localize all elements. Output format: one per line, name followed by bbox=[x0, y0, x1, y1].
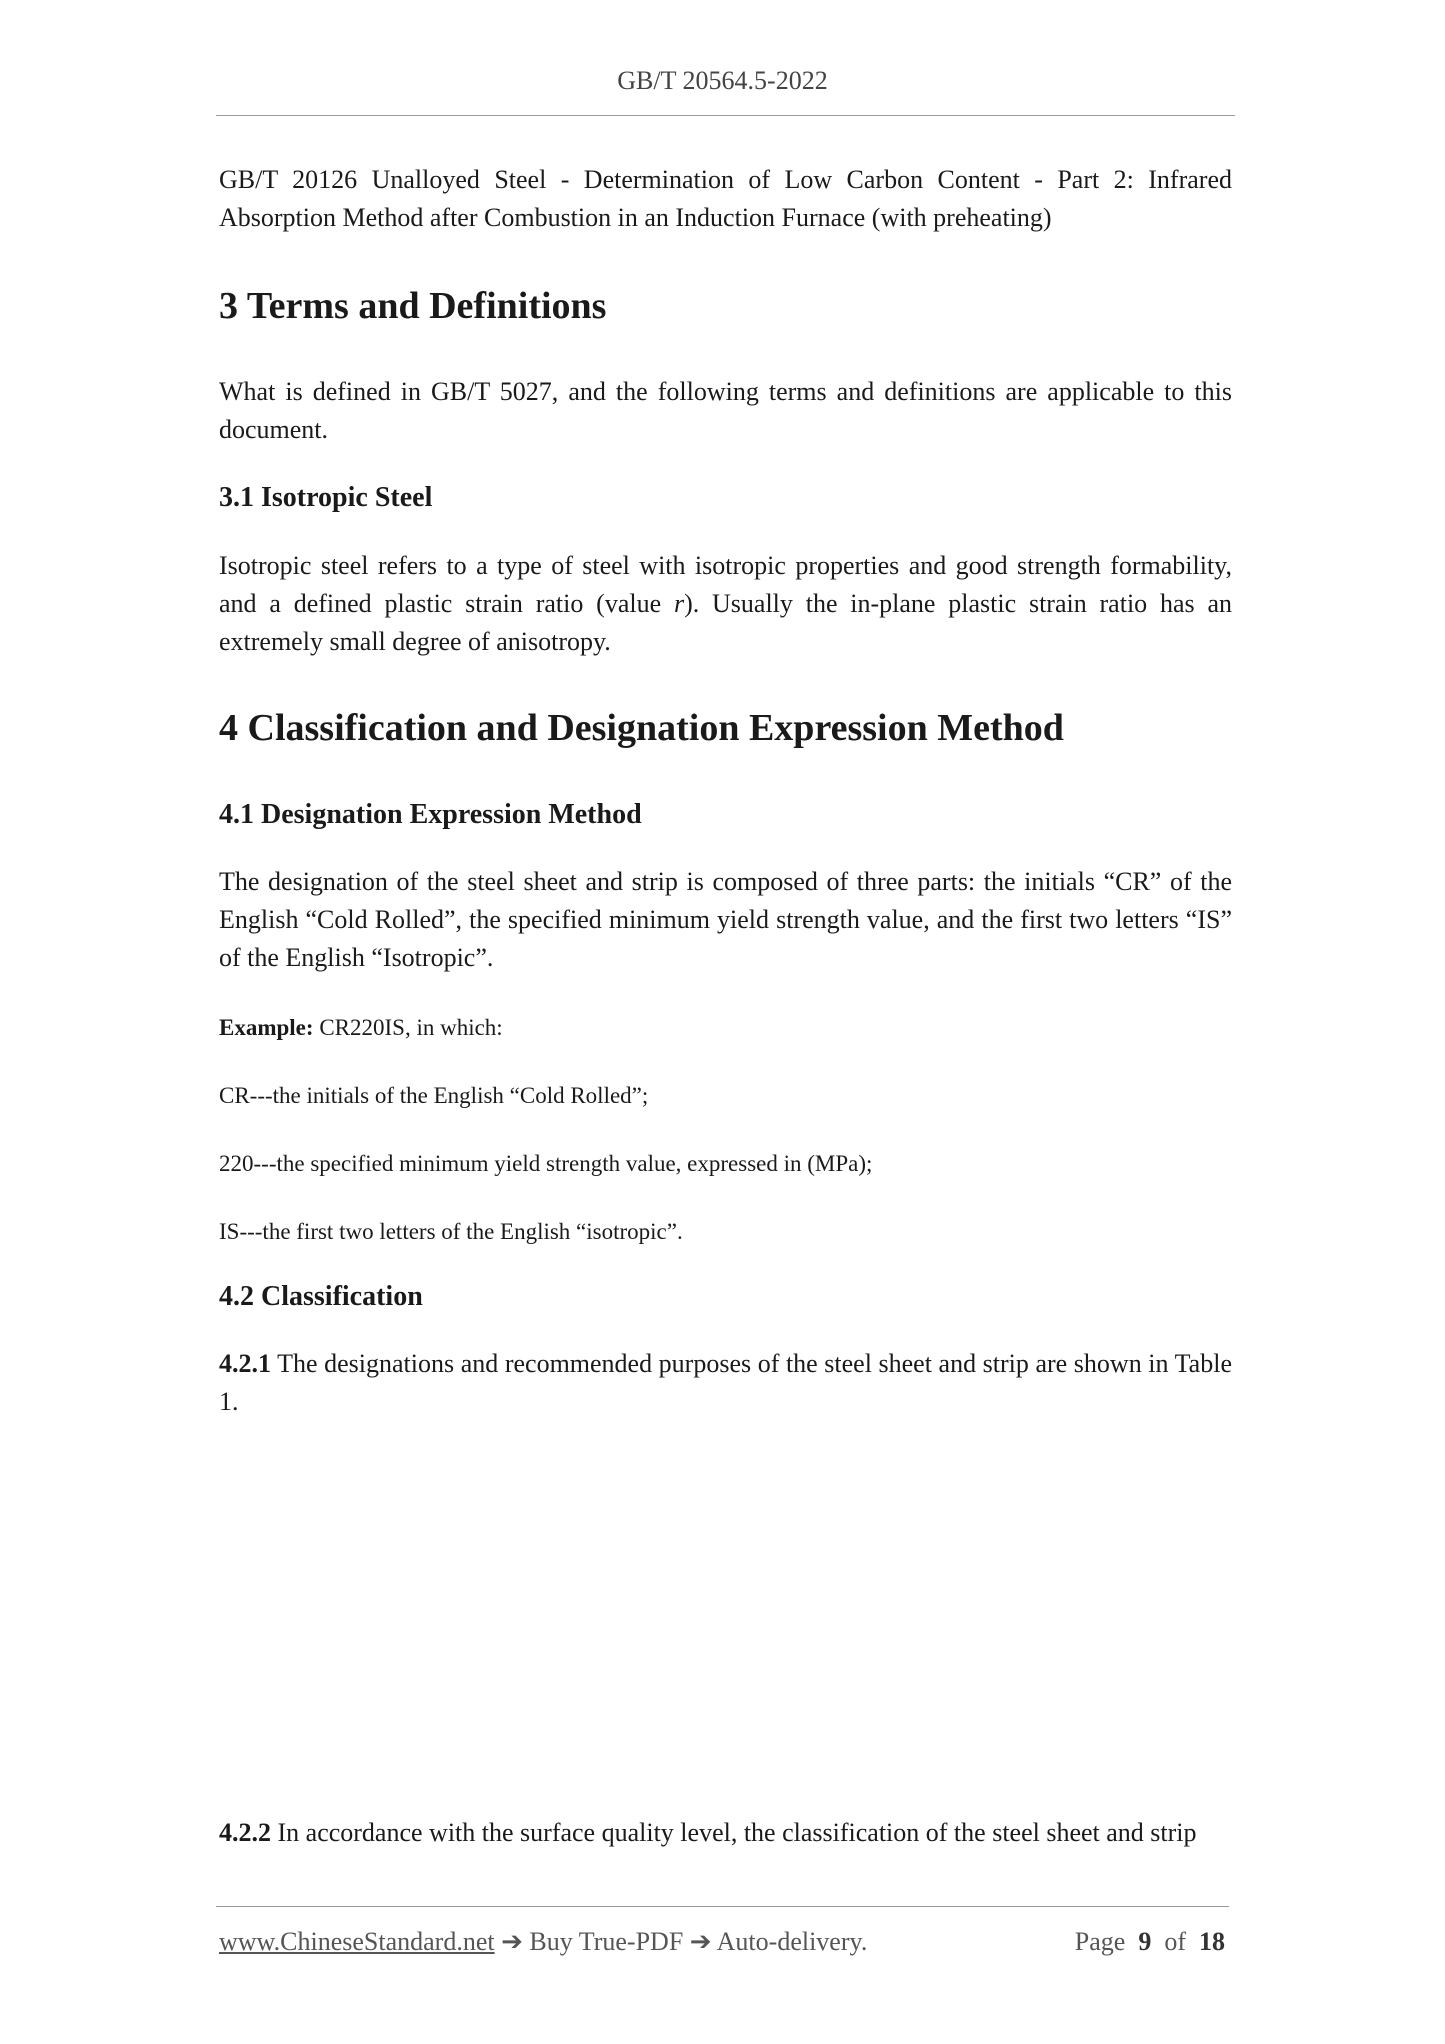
chinesestandard-link[interactable]: www.ChineseStandard.net bbox=[219, 1927, 495, 1956]
page-label: Page bbox=[1074, 1927, 1126, 1956]
section-4-2-title: 4.2 Classification bbox=[219, 1281, 423, 1312]
section-4-1-paragraph bbox=[219, 863, 1232, 977]
page-number bbox=[1075, 1924, 1225, 1960]
clause-4-2-1-number: 4.2.1 bbox=[219, 1349, 271, 1378]
example-line bbox=[219, 1012, 1232, 1044]
section-4-heading bbox=[219, 705, 1232, 751]
example-label: Example: bbox=[219, 1015, 314, 1040]
running-header: GB/T 20564.5-2022 bbox=[617, 66, 828, 95]
of-label: of bbox=[1164, 1927, 1186, 1956]
auto-delivery-text: Auto-delivery. bbox=[711, 1927, 868, 1956]
example-cr: CR---the initials of the English “Cold Rolled”; bbox=[219, 1083, 649, 1108]
example-is: IS---the first two letters of the English “isotropic”. bbox=[219, 1219, 683, 1244]
header-divider bbox=[216, 115, 1235, 116]
example-cr-line bbox=[219, 1080, 1232, 1112]
isotropic-steel-definition bbox=[219, 547, 1232, 661]
example-designation: CR220IS, in which: bbox=[313, 1015, 503, 1040]
clause-4-2-1 bbox=[219, 1345, 1232, 1421]
section-3-heading bbox=[219, 283, 1232, 329]
footer-promo bbox=[219, 1924, 867, 1960]
reference-text: GB/T 20126 Unalloyed Steel - Determination of Low Carbon Content - Part 2: Infrared Absorption Method after Combustion in an Induction Furnace (with preheating) bbox=[219, 165, 1232, 232]
clause-4-2-2 bbox=[219, 1814, 1232, 1852]
total-pages: 18 bbox=[1199, 1927, 1225, 1956]
section-3-1-paragraph bbox=[219, 547, 1232, 661]
section-3-intro-text: What is defined in GB/T 5027, and the following terms and definitions are applicable to this document. bbox=[219, 377, 1232, 444]
current-page: 9 bbox=[1138, 1927, 1152, 1956]
example-220-line bbox=[219, 1148, 1232, 1180]
clause-4-2-1-text bbox=[219, 1345, 1232, 1421]
section-4-2-heading bbox=[219, 1279, 1232, 1315]
section-4-1-title: 4.1 Designation Expression Method bbox=[219, 799, 642, 830]
footer-divider bbox=[216, 1906, 1229, 1907]
section-3-title: 3 Terms and Definitions bbox=[219, 285, 607, 327]
section-3-intro bbox=[219, 373, 1232, 449]
section-4-title: 4 Classification and Designation Expression Method bbox=[219, 707, 1064, 749]
buy-true-pdf-text: Buy True-PDF bbox=[522, 1927, 690, 1956]
arrow-right-icon: ➔ bbox=[689, 1927, 712, 1956]
section-4-1-heading bbox=[219, 797, 1232, 833]
definition-text-a: Isotropic steel refers to a type of steel with isotropic properties and good strength formability, and a defined plastic strain ratio (value bbox=[219, 551, 1232, 618]
example-is-line bbox=[219, 1216, 1232, 1248]
clause-4-2-2-body: In accordance with the surface quality level, the classification of the steel sheet and strip bbox=[271, 1818, 1197, 1847]
r-value-variable: r bbox=[673, 589, 685, 618]
section-3-1-heading bbox=[219, 480, 1232, 516]
clause-4-2-2-number: 4.2.2 bbox=[219, 1818, 271, 1847]
normative-reference-gbt20126 bbox=[219, 161, 1232, 237]
designation-description: The designation of the steel sheet and strip is composed of three parts: the initials “CR” of the English “Cold Rolled”, the specified minimum yield strength value, and the first two letters “IS” of the English “Isotropic”. bbox=[219, 867, 1232, 972]
section-3-1-title: 3.1 Isotropic Steel bbox=[219, 482, 433, 513]
example-220: 220---the specified minimum yield strength value, expressed in (MPa); bbox=[219, 1151, 873, 1176]
clause-4-2-1-body: The designations and recommended purposes of the steel sheet and strip are shown in Table 1. bbox=[219, 1349, 1232, 1416]
definition-text-b: ). Usually the in-plane plastic strain ratio has an extremely small degree of anisotropy. bbox=[219, 589, 1232, 656]
clause-4-2-2-text bbox=[219, 1814, 1232, 1852]
example-intro bbox=[219, 1012, 1232, 1044]
arrow-right-icon: ➔ bbox=[501, 1927, 523, 1956]
